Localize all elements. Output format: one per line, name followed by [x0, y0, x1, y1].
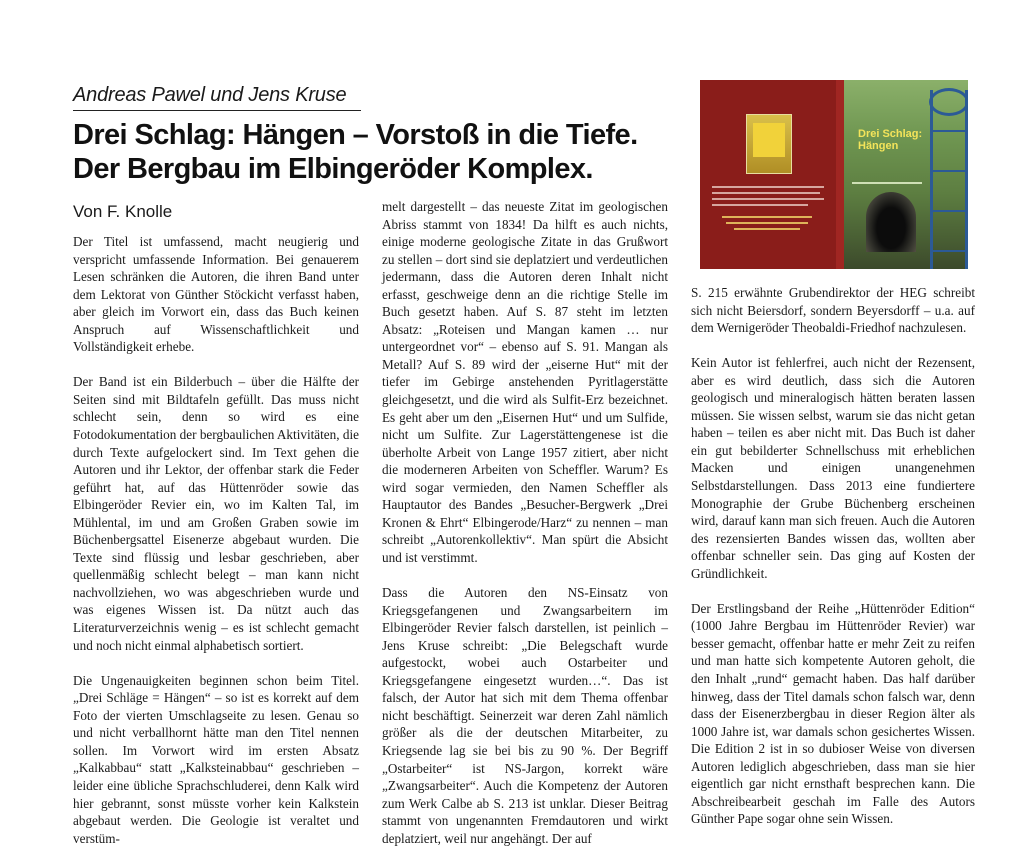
paragraph: melt dargestellt – das neueste Zitat im geologischen Abriss stammt von 1834! Da hilft es auch nichts, einige moderne geologische Zitate in das Grußwort zu stellen – dort sind sie deplatziert und verdeutlichen jedermann, dass die Autoren deren Inhalt nicht erfasst, geschweige denn an die richtige Stelle im Buch gesetzt haben. Auf S. 87 steht im letzten Absatz: „Roteisen und Mangan kamen … nur untergeordnet vor“ – ebenso auf S. 91. Mangan als Metall? Auf S. 89 wird der „eiserne Hut“ mit der tiefer im Gebirge anstehenden Pyritlagerstätte gleichgesetzt, und die wird als Sulfit-Erz bezeichnet. Es geht aber um den „Eisernen Hut“ und um Sulfide, nicht um Sulfite. Zur Lagerstättengenese ist die überholte Arbeit von Lange 1957 zitiert, aber nicht die moderneren Arbeiten von Scheffler. Warum? Es wird sogar vermieden, den Namen Scheffler als Hauptautor des Bandes „Besucher-Bergwerk „Drei Kronen & Ehrt“ Elbingerode/Harz“ zu nennen – man schreibt „Autorenkollektiv“. Man spürt die Absicht und ist verstimmt.	[382, 199, 668, 565]
title-line-1: Drei Schlag: Hängen – Vorstoß in die Tiefe.	[73, 119, 638, 151]
article-authors: Andreas Pawel und Jens Kruse	[73, 84, 347, 106]
mine-tunnel-illustration	[866, 192, 916, 252]
authors-underline	[73, 110, 361, 111]
article-title	[73, 118, 693, 186]
cover-subtitle-line	[852, 182, 922, 184]
paragraph: S. 215 erwähnte Grubendirektor der HEG schreibt sich nicht Beiersdorf, sondern Beyersdorff – u.a. auf dem Wernigeröder Theobaldi-Friedhof nachzulesen.	[691, 285, 975, 336]
book-cover-image	[700, 80, 968, 269]
book-spine	[836, 80, 844, 269]
cover-title: Drei Schlag: Hängen	[858, 128, 923, 152]
text-column-3	[691, 284, 975, 846]
paragraph: Kein Autor ist fehlerfrei, auch nicht der Rezensent, aber es wird deutlich, dass sich die Autoren geologisch und mineralogisch hätten beraten lassen müssen. Sie wissen selbst, warum sie das nicht getan haben – teilen es aber nicht mit. Das Buch ist daher ein gut bebilderter Schnellschuss mit erheblichen Macken und einigen unangenehmen Selbstdarstellungen. Dass 2013 eine fundiertere Monographie der Grube Büchenberg erscheinen wird, darauf kann man sich freuen. Auch die Autoren des rezensierten Bandes wissen das, wollten aber offenbar schneller sein. Das ging auf Kosten der Gründlichkeit.	[691, 355, 975, 581]
text-column-1	[73, 233, 359, 865]
paragraph: Der Band ist ein Bilderbuch – über die Hälfte der Seiten sind mit Bildtafeln gefüllt. Das muss nicht schlecht sein, denn so wird es eine Fotodokumentation der bergbaulichen Aktivitäten, die durch Texte aufgelockert sind. Im Text gehen die Autoren und ihr Lektor, der offenbar stark die Feder geführt hat, auf das Hüttenröder sowie das Elbingeröder Revier ein, wo im Kalten Tal, im Mühlental, im und am Großen Graben sowie im Büchenbergsattel Eisenerze abgebaut wurden. Die Texte sind flüssig und lesbar geschrieben, aber quellenmäßig schlecht belegt – man kann nicht nachvollziehen, wo was abgeschrieben wurde und was eigenes Wissen ist. Da nützt auch das Literaturverzeichnis wenig – es ist schlecht gemacht und noch nicht einmal alphabetisch sortiert.	[73, 374, 359, 653]
book-front-cover	[844, 80, 968, 269]
paragraph: Dass die Autoren den NS-Einsatz von Kriegsgefangenen und Zwangsarbeitern im Elbingeröder Revier falsch darstellen, ist peinlich – Jens Kruse schreibt: „Die Belegschaft wurde aufgestockt, wobei auch Ostarbeiter und Kriegsgefangene eingesetzt wurden…“. Das ist falsch, der Autor hat sich mit dem Thema offenbar nicht beschäftigt. Seinerzeit war deren Zahl nämlich größer als die der deutschen Mitarbeiter, zu Kriegsende lag sie bei bis zu 90 %. Der Begriff „Ostarbeiter“ ist NS-Jargon, korrekt wäre „Zwangsarbeiter“. Auch die Kompetenz der Autoren zum Werk Calbe ab S. 213 ist unklar. Dieser Beitrag stammt von ungenannten Fremdautoren und wirkt deplatziert, weil nur angehängt. Der auf	[382, 585, 668, 846]
paragraph: Die Ungenauigkeiten beginnen schon beim Titel. „Drei Schläge = Hängen“ – so ist es korrekt auf dem Foto der vierten Umschlagseite zu lesen. Genau so und nicht verballhornt hätte man den Titel nennen sollen. Im Vorwort wird im ersten Absatz „Kalkabbau“ statt „Kalksteinabbau“ geschrieben – leider eine übliche Sprachschluderei, denn Kalk wird hier gebrannt, sonst müsste vorher kein Kalkstein abgebaut werden. Die Geologie ist veraltet und verstüm-	[73, 672, 359, 846]
text-column-2	[382, 198, 668, 865]
headframe-tower-illustration	[930, 90, 968, 269]
title-line-2: Der Bergbau im Elbingeröder Komplex.	[73, 153, 593, 185]
back-cover-photo	[746, 114, 792, 174]
paragraph: Der Erstlingsband der Reihe „Hüttenröder Edition“ (1000 Jahre Bergbau im Hüttenröder Revier) war besser gemacht, offenbar hatte er mehr Zeit zu reifen und man hatte sich kompetente Autoren geholt, die den Inhalt „rund“ gemacht haben. Das half darüber hinweg, dass der Titel damals schon falsch war, denn dass der Eisenerzbergbau in dieser Region älter als 1000 Jahre ist, war damals schon gesichertes Wissen. Die Edition 2 ist in so dubioser Weise von diversen Autoren lediglich abgeschrieben, dass man sie hier eigentlich gar nicht ernsthaft besprechen kann. Die Abschreibearbeit geschah im Falle des Autors Günther Pape sogar ohne sein Wissen.	[691, 600, 975, 827]
article-byline: Von F. Knolle	[73, 202, 173, 221]
book-back-cover	[700, 80, 836, 269]
paragraph: Der Titel ist umfassend, macht neugierig und verspricht umfassende Information. Bei genauerem Lesen schränken die Autoren, die ihren Band unter dem Lektorat von Günther Stöckicht verfasst haben, aber gleich im Vorwort ein, dass das Buch keinen Anspruch auf Wissenschaftlichkeit und Vollständigkeit erhebe.	[73, 234, 359, 355]
